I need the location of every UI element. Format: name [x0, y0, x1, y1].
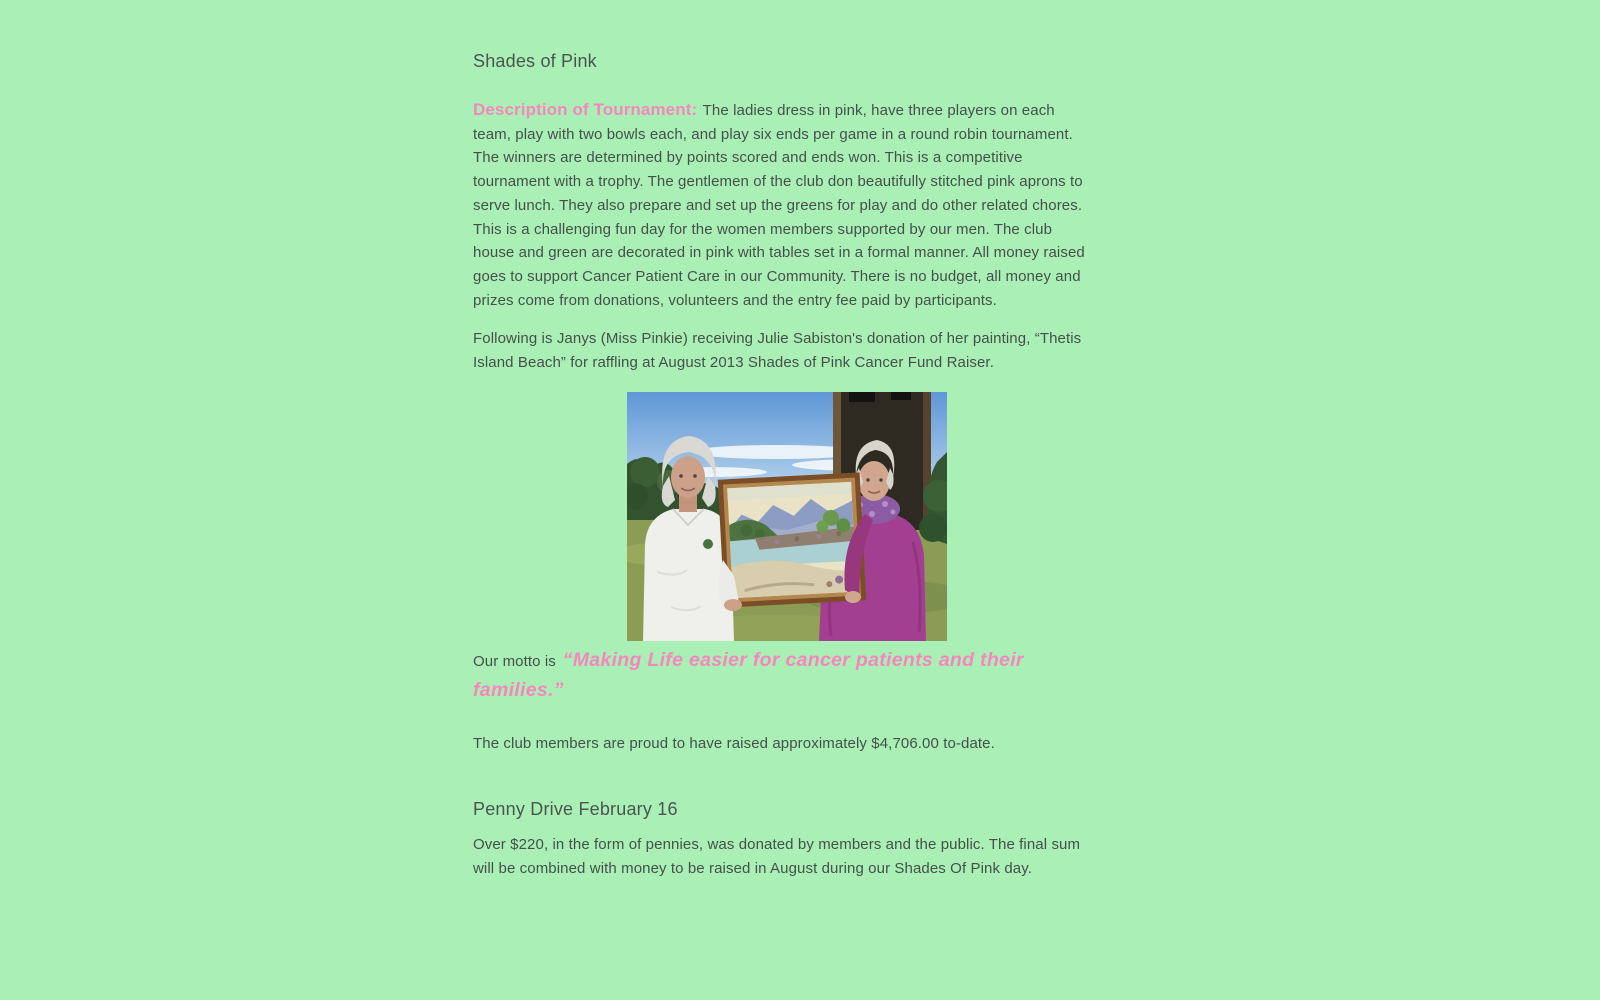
penny-drive-heading: Penny Drive February 16	[473, 799, 678, 820]
raised-total-line: The club members are proud to have raised approximately $4,706.00 to-date.	[473, 734, 995, 752]
motto-prefix: Our motto is	[473, 652, 556, 670]
page-title: Shades of Pink	[473, 51, 597, 71]
motto-text: “Making Life easier for cancer patients and their families.”	[473, 648, 1024, 701]
photo-caption: Following is Janys (Miss Pinkie) receiving Julie Sabiston's donation of her painting, “Thetis Island Beach” for raffling at August 2013 Shades of Pink Cancer Fund Raiser.	[473, 330, 1082, 372]
description-text: The ladies dress in pink, have three players on each team, play with two bowls each, and play six ends per game in a round robin tournament. The winners are determined by points scored and ends won. This is a competitive tournament with a trophy. The gentlemen of the club don beautifully stitched pink aprons to serve lunch. They also prepare and set up the greens for play and do other related chores. This is a challenging fun day for the women members supported by our men. The club house and green are decorated in pink with tables set in a formal manner. All money raised goes to support Cancer Patient Care in our Community. There is no budget, all money and prizes come from donations, volunteers and the entry fee paid by participants.	[473, 102, 1085, 309]
penny-drive-paragraph: Over $220, in the form of pennies, was donated by members and the public. The final sum will be combined with money to be raised in August during our Shades Of Pink day.	[473, 836, 1081, 878]
motto-line	[473, 646, 1086, 706]
content-column	[473, 0, 1086, 881]
description-paragraph	[473, 98, 1086, 312]
description-label: Description of Tournament:	[473, 100, 698, 119]
painting-thetis-island-beach	[718, 472, 867, 607]
donation-photo-illustration	[627, 392, 947, 641]
donation-photo	[627, 392, 947, 641]
